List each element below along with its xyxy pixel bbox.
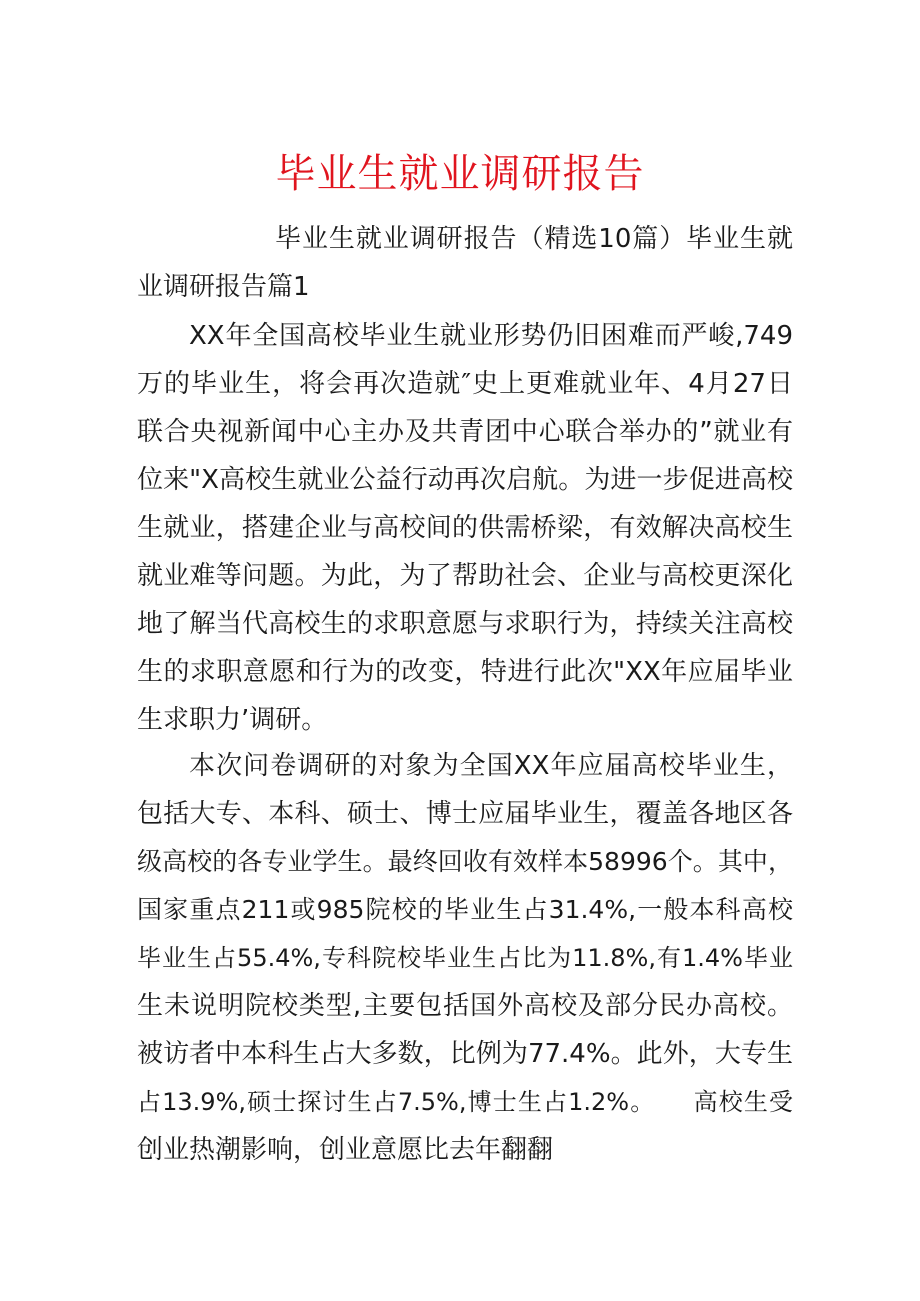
paragraph-line: 毕业生就业调研报告（精选10篇）毕业生就 bbox=[275, 224, 793, 254]
paragraph-line: 创业热潮影响，创业意愿比去年翻翻 bbox=[137, 1135, 554, 1165]
paragraph-line: 生求职力’调研。 bbox=[137, 705, 328, 735]
paragraph-line: 生的求职意愿和行为的改变，特进行此次"XX年应届毕业 bbox=[137, 657, 793, 687]
paragraph-line: 生未说明院校类型,主要包括国外高校及部分民办高校。 bbox=[137, 991, 793, 1021]
paragraph-line: 生就业，搭建企业与高校间的供需桥梁，有效解决高校生 bbox=[137, 513, 793, 543]
paragraph-line: 位来"X高校生就业公益行动再次启航。为进一步促进高校 bbox=[137, 465, 793, 495]
intro-paragraph bbox=[137, 215, 793, 311]
paragraph-line: XX年全国高校毕业生就业形势仍旧困难而严峻,749 bbox=[189, 321, 793, 351]
paragraph-line: 本次问卷调研的对象为全国XX年应届高校毕业生， bbox=[189, 751, 793, 781]
paragraph-line: 就业难等问题。为此，为了帮助社会、企业与高校更深化 bbox=[137, 561, 793, 591]
document-title: 毕业生就业调研报告 bbox=[275, 151, 645, 197]
paragraph-line: 毕业生占55.4%,专科院校毕业生占比为11.8%,有1.4%毕业 bbox=[137, 944, 793, 972]
survey-paragraph bbox=[137, 742, 793, 1174]
paragraph-line: 包括大专、本科、硕士、博士应届毕业生，覆盖各地区各 bbox=[137, 799, 793, 829]
paragraph-line: 占13.9%,硕士探讨生占7.5%,博士生占1.2%。 高校生受 bbox=[137, 1088, 793, 1116]
paragraph-line: 地了解当代高校生的求职意愿与求职行为，持续关注高校 bbox=[137, 609, 793, 639]
paragraph-line: 联合央视新闻中心主办及共青团中心联合举办的”就业有 bbox=[137, 417, 793, 447]
paragraph-line: 被访者中本科生占大多数，比例为77.4%。此外，大专生 bbox=[137, 1039, 793, 1069]
paragraph-line: 级高校的各专业学生。最终回收有效样本58996个。其中， bbox=[137, 847, 793, 876]
paragraph-line: 业调研报告篇1 bbox=[137, 272, 310, 302]
paragraph-line: 国家重点211或985院校的毕业生占31.4%,一般本科高校 bbox=[137, 895, 793, 924]
paragraph-line: 万的毕业生，将会再次造就″史上更难就业年、4月27日 bbox=[137, 369, 793, 399]
background-paragraph bbox=[137, 312, 793, 744]
